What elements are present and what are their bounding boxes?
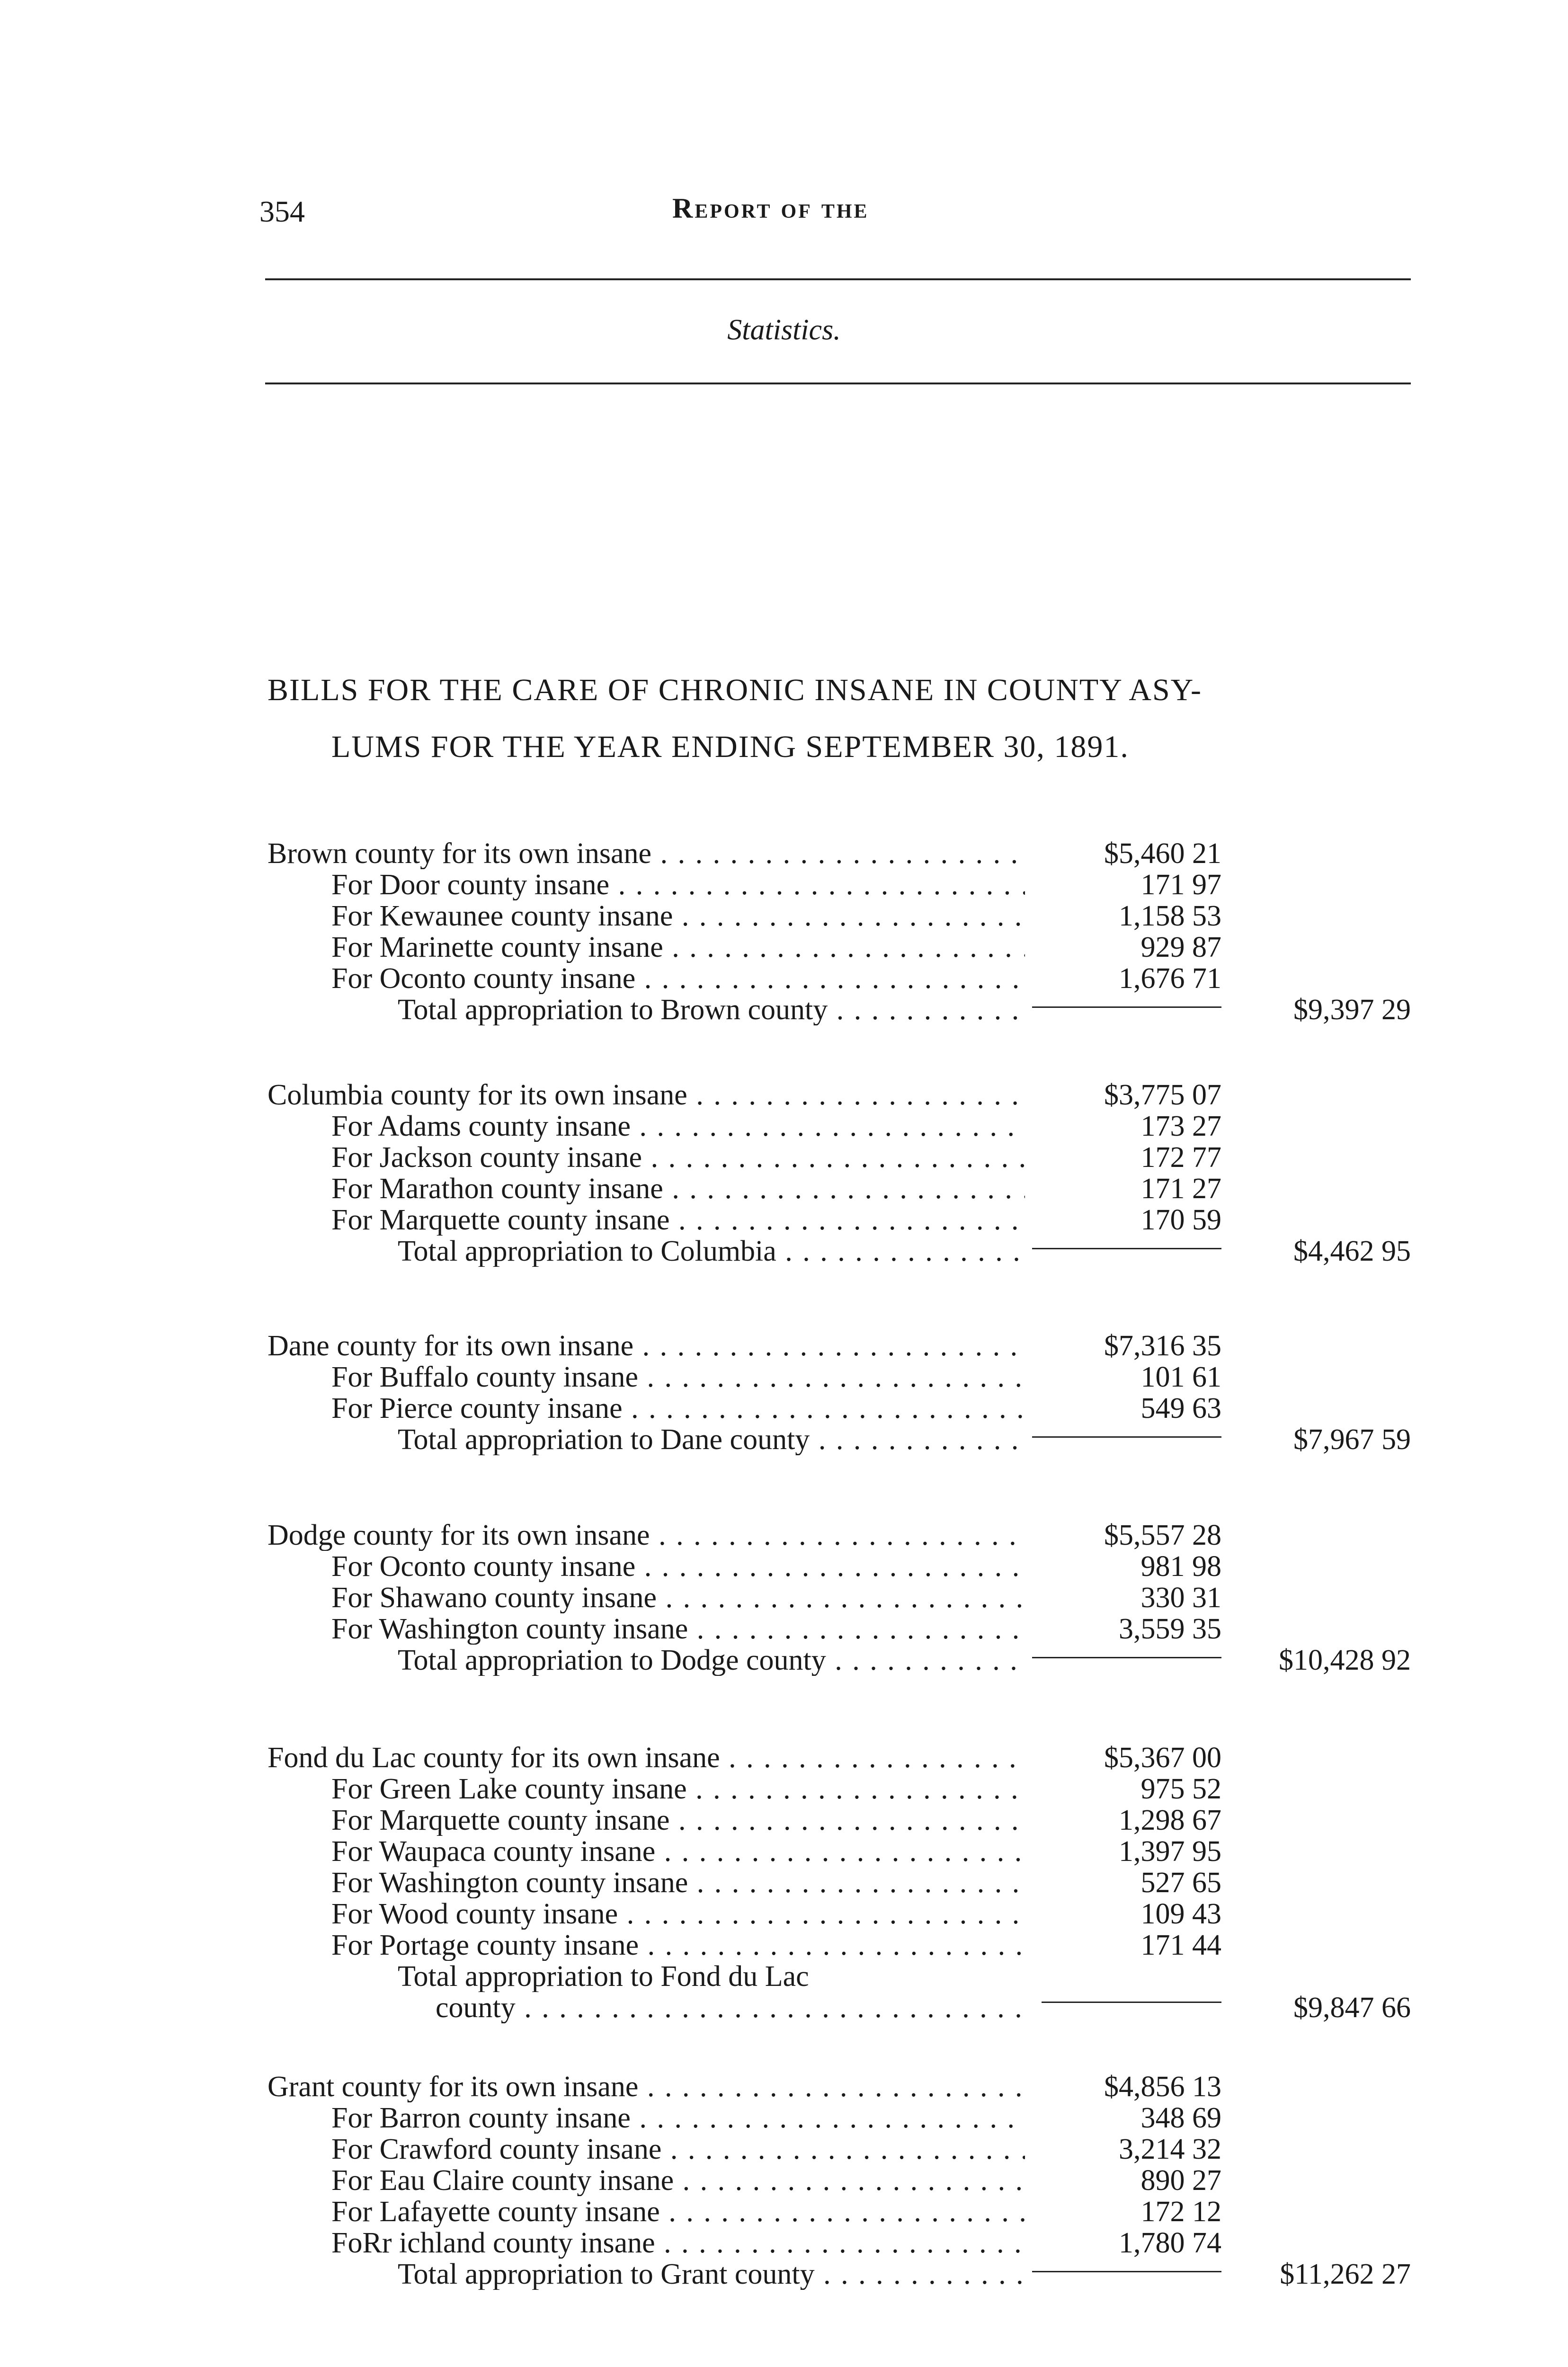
county-item-row (0, 2134, 1568, 2165)
county-own-row (0, 838, 1568, 869)
county-item-row (0, 900, 1568, 932)
row-label: Total appropriation to Fond du Lac (398, 1961, 809, 1992)
row-label: For Portage county insane . . . (331, 1930, 1025, 1961)
county-own-row (0, 2071, 1568, 2102)
row-amount: 172 12 (1140, 2196, 1221, 2228)
row-amount: 172 77 (1140, 1141, 1221, 1174)
county-item-row (0, 1204, 1568, 1236)
county-item-row (0, 1898, 1568, 1930)
row-label: For Green Lake county insane . . . (331, 1773, 1025, 1805)
row-label: For Shawano county insane . . . (331, 1582, 1025, 1613)
county-own-row (0, 1520, 1568, 1551)
running-head: Report of the (672, 193, 869, 224)
row-label: For Marquette county insane . . . (331, 1204, 1025, 1236)
county-own-row (0, 1079, 1568, 1111)
total-row (0, 2259, 1568, 2290)
county-item-row (0, 2165, 1568, 2196)
county-own-row (0, 1330, 1568, 1361)
table-title-line-2: LUMS FOR THE YEAR ENDING SEPTEMBER 30, 1891. (331, 730, 1129, 764)
row-amount: 890 27 (1140, 2164, 1221, 2197)
total-row (0, 1961, 1568, 1992)
row-label: For Kewaunee county insane . . . (331, 900, 1025, 932)
dash-rule (1032, 2271, 1221, 2272)
county-item-row (0, 1173, 1568, 1204)
county-item-row (0, 963, 1568, 994)
row-amount: $7,967 59 (1293, 1424, 1411, 1456)
dash-rule (1042, 2002, 1221, 2003)
row-amount: 3,214 32 (1119, 2133, 1221, 2165)
row-amount: 929 87 (1140, 931, 1221, 963)
row-label: For Marinette county insane . . . (331, 932, 1025, 963)
row-label: Total appropriation to Dodge county . . . (398, 1645, 1027, 1676)
total-row (0, 1236, 1568, 1267)
dash-rule (1032, 1006, 1221, 1008)
county-item-row (0, 1111, 1568, 1142)
row-label: For Barron county insane . . . (331, 2102, 1025, 2134)
section-heading: Statistics. (727, 314, 841, 346)
row-amount: 173 27 (1140, 1110, 1221, 1142)
row-label: Total appropriation to Dane county . . . (398, 1424, 1027, 1455)
row-label: For Jackson county insane . . . (331, 1142, 1025, 1173)
row-amount: 981 98 (1140, 1550, 1221, 1583)
row-amount: 171 27 (1140, 1173, 1221, 1205)
row-label: county . . . (436, 1992, 1027, 2023)
county-item-row (0, 1613, 1568, 1645)
row-label: For Oconto county insane . . . (331, 1551, 1025, 1582)
row-amount: 1,676 71 (1119, 962, 1221, 995)
row-label: For Marquette county insane . . . (331, 1805, 1025, 1836)
page-number: 354 (259, 195, 305, 228)
row-amount: 1,158 53 (1119, 900, 1221, 932)
row-label: For Adams county insane . . . (331, 1111, 1025, 1142)
row-amount: 1,298 67 (1119, 1804, 1221, 1836)
row-label: For Oconto county insane . . . (331, 963, 1025, 994)
county-item-row (0, 1836, 1568, 1867)
row-label: Fond du Lac county for its own insane . . . (267, 1742, 1025, 1773)
county-item-row (0, 1773, 1568, 1805)
row-amount: 171 44 (1140, 1929, 1221, 1961)
total-row (0, 1424, 1568, 1455)
row-label: Dane county for its own insane . . . (267, 1330, 1025, 1361)
county-item-row (0, 2227, 1568, 2259)
total-row (0, 1645, 1568, 1676)
county-item-row (0, 2102, 1568, 2134)
county-item-row (0, 1867, 1568, 1898)
row-label: Total appropriation to Brown county . . . (398, 994, 1027, 1025)
row-amount: $11,262 27 (1280, 2258, 1411, 2290)
row-amount: 549 63 (1140, 1392, 1221, 1424)
total-row (0, 994, 1568, 1025)
row-amount: 109 43 (1140, 1898, 1221, 1930)
county-item-row (0, 1582, 1568, 1613)
dash-rule (1032, 1657, 1221, 1658)
row-amount: $4,462 95 (1293, 1235, 1411, 1267)
row-label: For Waupaca county insane . . . (331, 1836, 1025, 1867)
county-item-row (0, 1930, 1568, 1961)
row-label: Total appropriation to Columbia . . . (398, 1236, 1027, 1267)
row-label: Total appropriation to Grant county . . . (398, 2259, 1027, 2290)
county-item-row (0, 1551, 1568, 1582)
row-amount: 330 31 (1140, 1582, 1221, 1614)
row-label: For Wood county insane . . . (331, 1898, 1025, 1930)
row-amount: $4,856 13 (1104, 2071, 1221, 2103)
row-amount: $10,428 92 (1279, 1644, 1411, 1676)
header-rule-top (265, 278, 1411, 280)
row-amount: 1,780 74 (1119, 2227, 1221, 2259)
row-label: For Marathon county insane . . . (331, 1173, 1025, 1204)
county-item-row (0, 1805, 1568, 1836)
row-label: Dodge county for its own insane . . . (267, 1520, 1025, 1551)
dash-rule (1032, 1248, 1221, 1249)
row-label: For Lafayette county insane . . . (331, 2196, 1025, 2227)
row-amount: $5,367 00 (1104, 1742, 1221, 1774)
row-label: For Buffalo county insane . . . (331, 1361, 1025, 1393)
row-label: For Washington county insane . . . (331, 1613, 1025, 1645)
row-amount: 348 69 (1140, 2102, 1221, 2134)
row-amount: $5,460 21 (1104, 837, 1221, 870)
county-item-row (0, 932, 1568, 963)
county-item-row (0, 2196, 1568, 2227)
row-amount: 170 59 (1140, 1204, 1221, 1236)
row-amount: 1,397 95 (1119, 1835, 1221, 1868)
county-item-row (0, 1361, 1568, 1393)
county-item-row (0, 1393, 1568, 1424)
table-title-line-1: BILLS FOR THE CARE OF CHRONIC INSANE IN COUNTY ASY- (267, 673, 1202, 707)
row-amount: $7,316 35 (1104, 1330, 1221, 1362)
county-item-row (0, 1142, 1568, 1173)
row-amount: $5,557 28 (1104, 1519, 1221, 1551)
total-row-continued (0, 1992, 1568, 2023)
row-amount: 101 61 (1140, 1361, 1221, 1393)
row-label: For Washington county insane . . . (331, 1867, 1025, 1898)
row-label: FoRr ichland county insane . . . (331, 2227, 1025, 2259)
row-amount: $9,397 29 (1293, 994, 1411, 1026)
row-amount: $3,775 07 (1104, 1079, 1221, 1111)
row-amount: 171 97 (1140, 869, 1221, 901)
row-label: For Eau Claire county insane . . . (331, 2165, 1025, 2196)
row-amount: 975 52 (1140, 1773, 1221, 1805)
row-amount: 527 65 (1140, 1867, 1221, 1899)
county-own-row (0, 1742, 1568, 1773)
county-item-row (0, 869, 1568, 900)
row-amount: 3,559 35 (1119, 1613, 1221, 1645)
row-label: For Door county insane . . . (331, 869, 1025, 900)
header-rule-bottom (265, 383, 1411, 384)
row-label: Columbia county for its own insane . . . (267, 1079, 1025, 1111)
row-label: For Pierce county insane . . . (331, 1393, 1025, 1424)
row-label: Grant county for its own insane . . . (267, 2071, 1025, 2102)
row-amount: $9,847 66 (1293, 1992, 1411, 2024)
dash-rule (1032, 1436, 1221, 1438)
row-label: Brown county for its own insane . . . (267, 838, 1025, 869)
row-label: For Crawford county insane . . . (331, 2134, 1025, 2165)
